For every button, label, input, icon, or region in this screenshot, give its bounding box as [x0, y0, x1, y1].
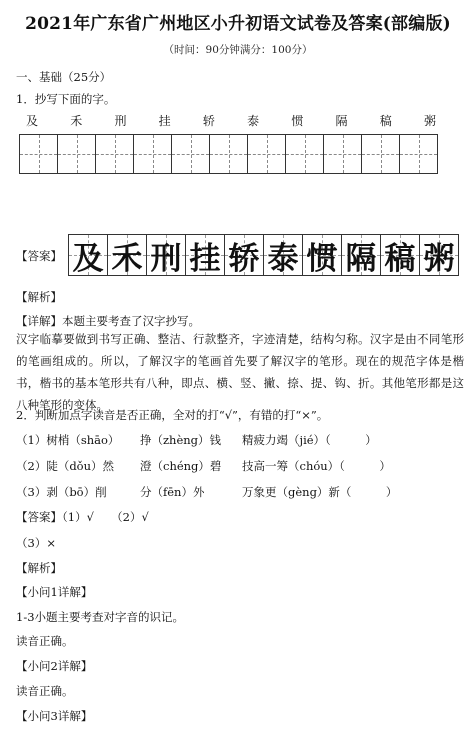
sub-question-2-heading: 【小问2详解】: [16, 659, 93, 673]
page-title: 2021年广东省广州地区小升初语文试卷及答案(部编版): [25, 14, 451, 34]
sub-question-2-result: 读音正确。: [16, 684, 74, 698]
answer-cell: [380, 234, 420, 276]
answer-label: 【答案】: [16, 249, 62, 263]
writing-cell[interactable]: [171, 134, 210, 174]
answer-cell: [146, 234, 186, 276]
sub-question-1-result: 读音正确。: [16, 634, 74, 648]
q2-row: [16, 458, 391, 474]
explanation-paragraph: 汉字临摹要做到书写正确、整洁、行款整齐，字迹清楚，结构匀称。汉字是由不同笔形的笔画组成的。所以，了解汉字的笔画首先要了解汉字的笔形。现在的规范字体是楷书，楷书的基本笔形共有八种，即点、横、竖、撇、捺、提、钩、折。其他笔形都是这八种笔形的变体。: [16, 332, 464, 412]
q2-item: 精疲力竭（jié）（ ）: [242, 433, 377, 447]
q2-item: （2）陡（dǒu）然: [16, 459, 115, 473]
writing-cell[interactable]: [247, 134, 286, 174]
q2-row: [16, 432, 377, 448]
question-1: 1．抄写下面的字。: [16, 92, 116, 106]
q2-item: 挣（zhèng）钱: [140, 433, 222, 447]
copy-char: 粥: [423, 114, 436, 128]
answer-cell: [107, 234, 147, 276]
copy-char: 惯: [291, 114, 304, 128]
writing-cell[interactable]: [133, 134, 172, 174]
answer-2-line1: 【答案】（1）√ （2）√: [16, 510, 149, 524]
q2-row: [16, 484, 397, 500]
q2-item: 分（fēn）外: [140, 485, 205, 499]
copy-character-row: [16, 112, 446, 129]
answer-cell: [302, 234, 342, 276]
q2-item: 技高一筹（chóu）（ ）: [242, 459, 391, 473]
writing-grid: [20, 134, 438, 174]
copy-char: 隔: [335, 114, 348, 128]
answer-char: 轿: [228, 240, 260, 277]
copy-char: 挂: [158, 114, 171, 128]
writing-cell[interactable]: [323, 134, 362, 174]
answer-char: 泰: [267, 240, 299, 277]
question-2: 2．判断加点字读音是否正确，全对的打“√”，有错的打“×”。: [16, 408, 329, 422]
exam-info: （时间：90分钟满分：100分）: [163, 44, 313, 56]
copy-char: 轿: [202, 114, 215, 128]
detail-heading: 【详解】本题主要考查了汉字抄写。: [16, 314, 200, 328]
answer-char: 惯: [306, 240, 338, 277]
copy-char: 稿: [379, 114, 392, 128]
answer-char: 粥: [423, 240, 455, 277]
writing-cell[interactable]: [209, 134, 248, 174]
answer-char: 隔: [345, 240, 377, 277]
sub-question-3-heading: 【小问3详解】: [16, 709, 93, 723]
answer-grid: [69, 234, 459, 276]
copy-char: 及: [26, 114, 39, 128]
copy-char: 刑: [114, 114, 127, 128]
writing-cell[interactable]: [95, 134, 134, 174]
sub-question-1-heading: 【小问1详解】: [16, 585, 93, 599]
q2-item: 澄（chéng）碧: [140, 459, 222, 473]
answer-char: 挂: [189, 240, 221, 277]
sub-question-1-text: 1-3小题主要考查对字音的识记。: [16, 610, 185, 624]
answer-cell: [224, 234, 264, 276]
answer-char: 及: [72, 240, 104, 277]
writing-cell[interactable]: [399, 134, 438, 174]
answer-cell: [263, 234, 303, 276]
answer-cell: [185, 234, 225, 276]
writing-cell[interactable]: [361, 134, 400, 174]
copy-char: 禾: [70, 114, 83, 128]
answer-2-line2: （3）×: [16, 536, 56, 550]
answer-cell: [419, 234, 459, 276]
copy-char: 泰: [247, 114, 260, 128]
answer-char: 稿: [384, 240, 416, 277]
writing-cell[interactable]: [19, 134, 58, 174]
q2-item: （3）剥（bō）削: [16, 485, 107, 499]
section-heading: 一、基础（25分）: [16, 70, 112, 84]
answer-cell: [341, 234, 381, 276]
analysis-heading: 【解析】: [16, 290, 62, 304]
answer-cell: [68, 234, 108, 276]
answer-char: 刑: [150, 240, 182, 277]
writing-cell[interactable]: [57, 134, 96, 174]
q2-item: （1）树梢（shāo）: [16, 433, 120, 447]
writing-cell[interactable]: [285, 134, 324, 174]
answer-char: 禾: [111, 240, 143, 277]
analysis-heading-2: 【解析】: [16, 561, 62, 575]
q2-item: 万象更（gèng）新（ ）: [242, 485, 398, 499]
